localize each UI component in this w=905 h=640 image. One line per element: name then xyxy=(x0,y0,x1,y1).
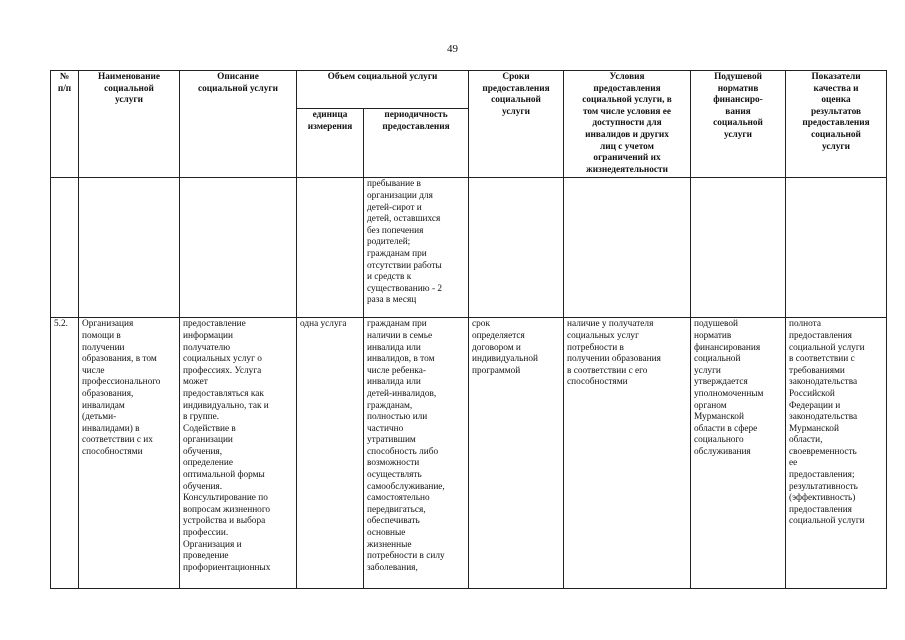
header-row-1 xyxy=(51,71,887,109)
cell-conditions: наличие у получателя социальных услуг потребности в получении образования в соответствии с его способностями xyxy=(564,318,691,589)
table-row-continuation xyxy=(51,178,887,318)
cell-empty xyxy=(79,178,180,318)
cell-empty xyxy=(180,178,297,318)
cell-empty xyxy=(297,178,364,318)
services-table xyxy=(50,70,887,589)
cell-periodicity: гражданам при наличии в семье инвалида или инвалидов, в том числе ребенка- инвалида или детей-инвалидов, гражданам, полностью или частично утратившим способность либо возможности осуществлять самообслуживание, самостоятельно передвигаться, обеспечивать основные жизненные потребности в силу заболевания, xyxy=(364,318,469,589)
cell-terms: срок определяется договором и индивидуальной программой xyxy=(469,318,564,589)
header-unit: единица измерения xyxy=(297,109,364,178)
cell-empty xyxy=(51,178,79,318)
page-number: 49 xyxy=(447,43,458,55)
header-terms: Сроки предоставления социальной услуги xyxy=(469,71,564,178)
cell-norm: подушевой норматив финансирования социальной услуги утверждается уполномоченным органом Мурманской области в сфере социального обслуживания xyxy=(691,318,786,589)
table-row-5-2 xyxy=(51,318,887,589)
cell-name: Организация помощи в получении образования, в том числе профессионального образования, инвалидам (детьми- инвалидами) в соответствии с их способностями xyxy=(79,318,180,589)
cell-empty xyxy=(564,178,691,318)
header-num: № п/п xyxy=(51,71,79,178)
cell-num: 5.2. xyxy=(51,318,79,589)
cell-empty xyxy=(469,178,564,318)
header-description: Описание социальной услуги xyxy=(180,71,297,178)
header-periodicity: периодичность предоставления xyxy=(364,109,469,178)
cell-empty xyxy=(786,178,887,318)
header-name: Наименование социальной услуги xyxy=(79,71,180,178)
cell-empty xyxy=(691,178,786,318)
cell-indicators: полнота предоставления социальной услуги в соответствии с требованиями законодательства Российской Федерации и законодательства Мурманской области, своевременность ее предоставления; результативность (эффективность) предоставления социальной услуги xyxy=(786,318,887,589)
cell-description: предоставление информации получателю социальных услуг о профессиях. Услуга может предоставляться как индивидуально, так и в группе. Содействие в организации обучения, определение оптимальной формы обучения. Консультирование по вопросам жизненного устройства и выбора профессии. Организация и проведение профориентационных xyxy=(180,318,297,589)
header-conditions: Условия предоставления социальной услуги, в том числе условия ее доступности для инвалидов и других лиц с учетом ограничений их жизнедеятельности xyxy=(564,71,691,178)
header-volume: Объем социальной услуги xyxy=(297,71,469,109)
cell-periodicity-continued: пребывание в организации для детей-сирот и детей, оставшихся без попечения родителей; гражданам при отсутствии работы и средств к существованию - 2 раза в месяц xyxy=(364,178,469,318)
header-norm: Подушевой норматив финансиро- вания социальной услуги xyxy=(691,71,786,178)
header-indicators: Показатели качества и оценка результатов предоставления социальной услуги xyxy=(786,71,887,178)
cell-unit: одна услуга xyxy=(297,318,364,589)
